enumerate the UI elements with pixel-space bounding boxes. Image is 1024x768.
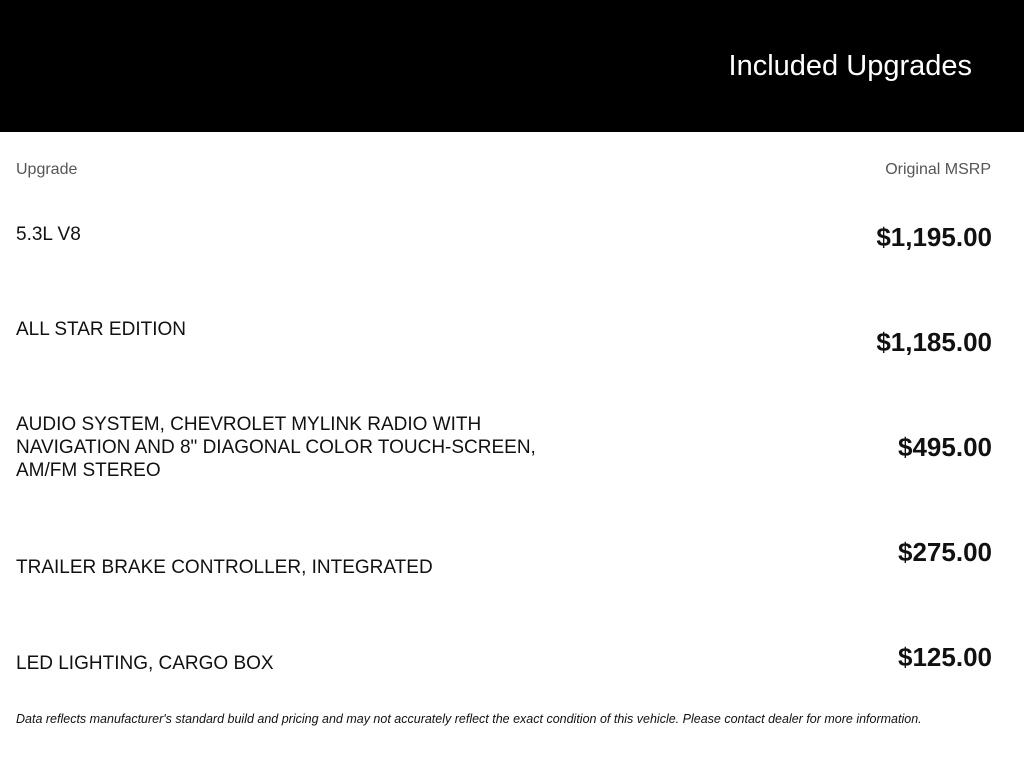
disclaimer-text: Data reflects manufacturer's standard build and pricing and may not accurately reflect the exact condition of this vehicle. Please contact dealer for more information. xyxy=(16,712,922,726)
upgrade-price: $275.00 xyxy=(898,537,992,567)
header-banner xyxy=(0,0,1024,132)
upgrade-price: $125.00 xyxy=(898,642,992,672)
upgrade-name: ALL STAR EDITION xyxy=(16,319,186,340)
upgrade-row xyxy=(0,318,1024,423)
column-header-upgrade: Upgrade xyxy=(16,161,78,178)
upgrade-name: AUDIO SYSTEM, CHEVROLET MYLINK RADIO WITH NAVIGATION AND 8" DIAGONAL COLOR TOUCH-SCREEN, AM/FM STEREO xyxy=(16,414,536,481)
upgrade-row xyxy=(0,537,1024,642)
upgrade-price: $1,185.00 xyxy=(876,327,992,357)
column-header-msrp: Original MSRP xyxy=(885,161,991,178)
upgrade-row xyxy=(0,642,1024,747)
page-title: Included Upgrades xyxy=(728,50,972,82)
upgrade-name: 5.3L V8 xyxy=(16,224,81,245)
upgrade-row xyxy=(0,413,1024,518)
upgrade-name: TRAILER BRAKE CONTROLLER, INTEGRATED xyxy=(16,557,433,578)
upgrade-price: $1,195.00 xyxy=(876,222,992,252)
upgrade-row xyxy=(0,213,1024,318)
upgrade-price: $495.00 xyxy=(898,432,992,462)
upgrade-name: LED LIGHTING, CARGO BOX xyxy=(16,653,274,674)
